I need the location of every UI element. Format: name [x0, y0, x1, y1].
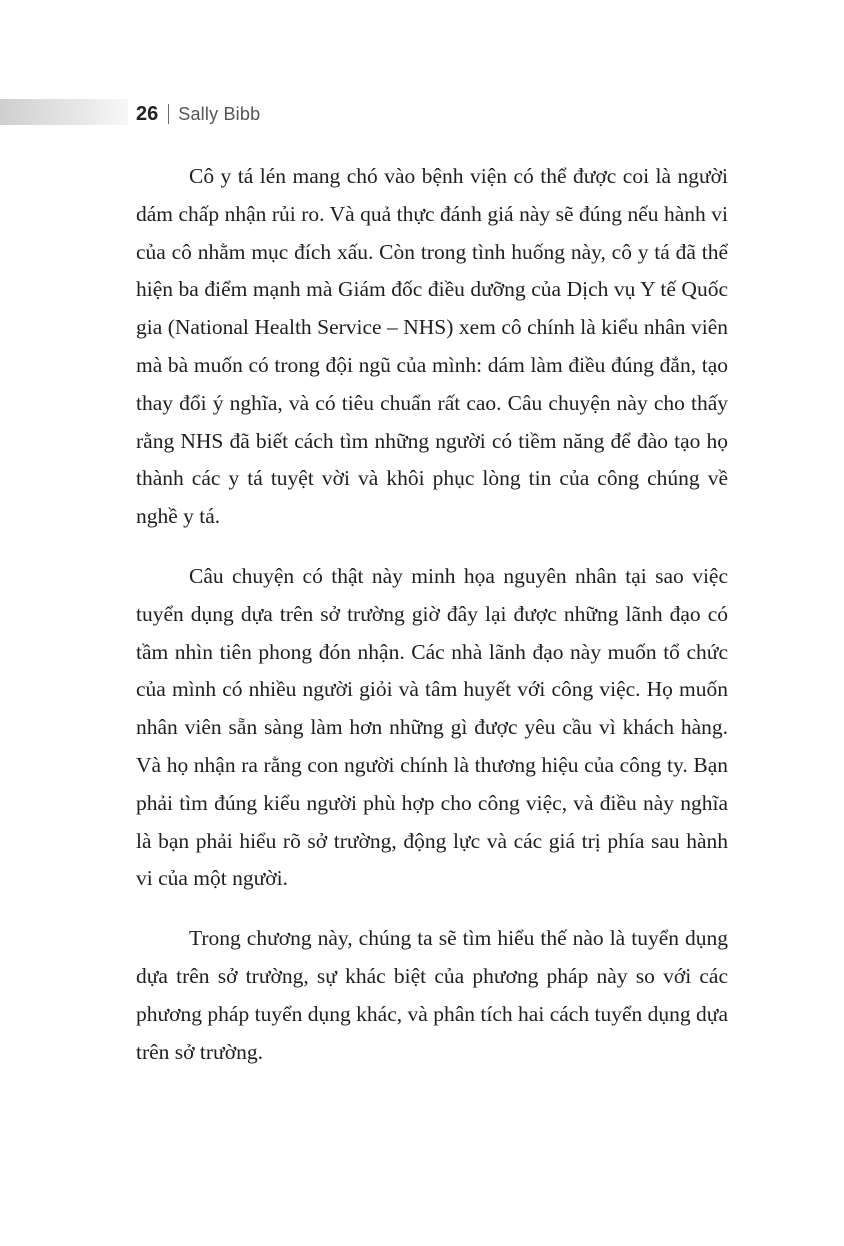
body-text [136, 158, 728, 1093]
author-name: Sally Bibb [178, 103, 261, 124]
running-head [136, 101, 260, 127]
paragraph-1: Cô y tá lén mang chó vào bệnh viện có thể được coi là người dám chấp nhận rủi ro. Và quả thực đánh giá này sẽ đúng nếu hành vi của cô nhằm mục đích xấu. Còn trong tình huống này, cô y tá đã thể hiện ba điểm mạnh mà Giám đốc điều dưỡng của Dịch vụ Y tế Quốc gia (National Health Service – NHS) xem cô chính là kiểu nhân viên mà bà muốn có trong đội ngũ của mình: dám làm điều đúng đắn, tạo thay đổi ý nghĩa, và có tiêu chuẩn rất cao. Câu chuyện này cho thấy rằng NHS đã biết cách tìm những người có tiềm năng để đào tạo họ thành các y tá tuyệt vời và khôi phục lòng tin của công chúng về nghề y tá. [136, 164, 728, 529]
header-gradient-bar [0, 99, 128, 125]
paragraph-3: Trong chương này, chúng ta sẽ tìm hiểu thế nào là tuyển dụng dựa trên sở trường, sự khác biệt của phương pháp này so với các phương pháp tuyển dụng khác, và phân tích hai cách tuyển dụng dựa trên sở trường. [136, 926, 728, 1064]
header-divider [168, 104, 169, 124]
paragraph-2: Câu chuyện có thật này minh họa nguyên nhân tại sao việc tuyển dụng dựa trên sở trường giờ đây lại được những lãnh đạo có tầm nhìn tiên phong đón nhận. Các nhà lãnh đạo này muốn tổ chức của mình có nhiều người giỏi và tâm huyết với công việc. Họ muốn nhân viên sẵn sàng làm hơn những gì được yêu cầu vì khách hàng. Và họ nhận ra rằng con người chính là thương hiệu của công ty. Bạn phải tìm đúng kiểu người phù hợp cho công việc, và điều này nghĩa là bạn phải hiểu rõ sở trường, động lực và các giá trị phía sau hành vi của một người. [136, 563, 728, 891]
page-number: 26 [136, 102, 159, 125]
